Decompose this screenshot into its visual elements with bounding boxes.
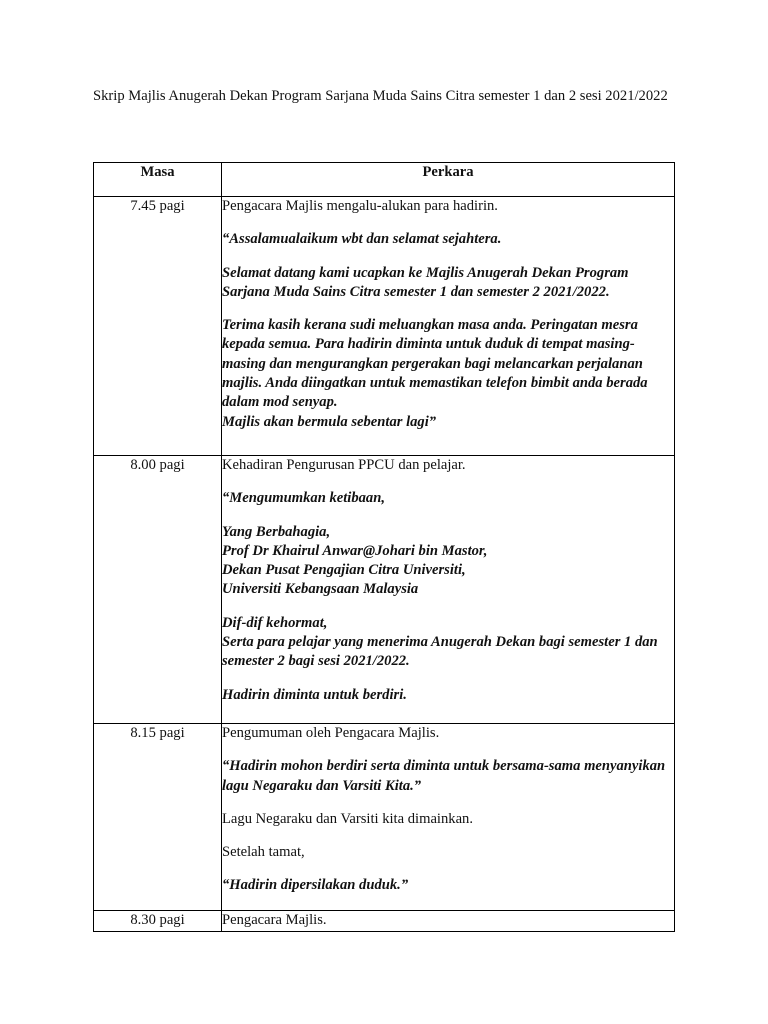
table-header-row <box>94 163 675 197</box>
row-paragraph <box>222 230 674 249</box>
row-item <box>222 910 675 931</box>
paragraph-line: Selamat datang kami ucapkan ke Majlis Anugerah Dekan Program Sarjana Muda Sains Citra semester 1 dan semester 2 2021/2022. <box>222 264 629 300</box>
paragraph-line: Yang Berbahagia, <box>222 523 331 540</box>
row-paragraph <box>222 757 674 796</box>
row-paragraph <box>222 810 674 829</box>
table-row <box>94 456 675 724</box>
paragraph-line: Dif-dif kehormat, <box>222 614 328 631</box>
paragraph-line: “Hadirin dipersilakan duduk.” <box>222 877 409 894</box>
row-paragraph <box>222 489 674 508</box>
paragraph-line: Hadirin diminta untuk berdiri. <box>222 686 407 703</box>
row-paragraph <box>222 456 674 475</box>
table-row <box>94 197 675 456</box>
program-schedule-table <box>93 162 675 932</box>
row-paragraph <box>222 197 674 216</box>
row-paragraph <box>222 911 674 930</box>
row-paragraph <box>222 523 674 600</box>
paragraph-line: Terima kasih kerana sudi meluangkan masa anda. Peringatan mesra kepada semua. Para hadirin diminta untuk duduk di tempat masing-masing dan mengurangkan pergerakan bagi melancarkan perjalanan majlis. Anda diingatkan untuk memastikan telefon bimbit anda berada dalam mod senyap. <box>222 317 648 411</box>
paragraph-line: “Hadirin mohon berdiri serta diminta untuk bersama-sama menyanyikan lagu Negaraku dan Varsiti Kita.” <box>222 758 666 794</box>
table-row <box>94 724 675 911</box>
paragraph-line: Pengumuman oleh Pengacara Majlis. <box>222 725 440 741</box>
row-paragraph <box>222 876 674 895</box>
paragraph-line: Lagu Negaraku dan Varsiti kita dimainkan. <box>222 810 473 827</box>
row-paragraph <box>222 316 674 432</box>
row-time: 8.15 pagi <box>94 724 222 911</box>
paragraph-line: Prof Dr Khairul Anwar@Johari bin Mastor, <box>222 542 488 559</box>
row-item <box>222 456 675 724</box>
paragraph-line: “Mengumumkan ketibaan, <box>222 490 385 507</box>
row-item <box>222 197 675 456</box>
paragraph-line: Setelah tamat, <box>222 844 305 861</box>
row-paragraph <box>222 686 674 705</box>
row-time: 8.30 pagi <box>94 910 222 931</box>
paragraph-line: Universiti Kebangsaan Malaysia <box>222 581 419 598</box>
row-time: 7.45 pagi <box>94 197 222 456</box>
column-header-item: Perkara <box>222 163 675 197</box>
table-row <box>94 910 675 931</box>
row-paragraph <box>222 724 674 743</box>
paragraph-line: Dekan Pusat Pengajian Citra Universiti, <box>222 562 466 579</box>
row-time: 8.00 pagi <box>94 456 222 724</box>
row-paragraph <box>222 614 674 672</box>
row-paragraph <box>222 264 674 303</box>
paragraph-line: Majlis akan bermula sebentar lagi” <box>222 413 437 430</box>
paragraph-line: Pengacara Majlis mengalu-alukan para hadirin. <box>222 198 498 214</box>
row-item <box>222 724 675 911</box>
row-paragraph <box>222 843 674 862</box>
paragraph-line: Kehadiran Pengurusan PPCU dan pelajar. <box>222 457 466 473</box>
document-title: Skrip Majlis Anugerah Dekan Program Sarjana Muda Sains Citra semester 1 dan 2 sesi 2021/2022 <box>93 88 668 104</box>
column-header-time: Masa <box>94 163 222 197</box>
paragraph-line: Pengacara Majlis. <box>222 911 327 928</box>
paragraph-line: Serta para pelajar yang menerima Anugerah Dekan bagi semester 1 dan semester 2 bagi sesi 2021/2022. <box>222 634 658 670</box>
paragraph-line: “Assalamualaikum wbt dan selamat sejahtera. <box>222 231 502 248</box>
